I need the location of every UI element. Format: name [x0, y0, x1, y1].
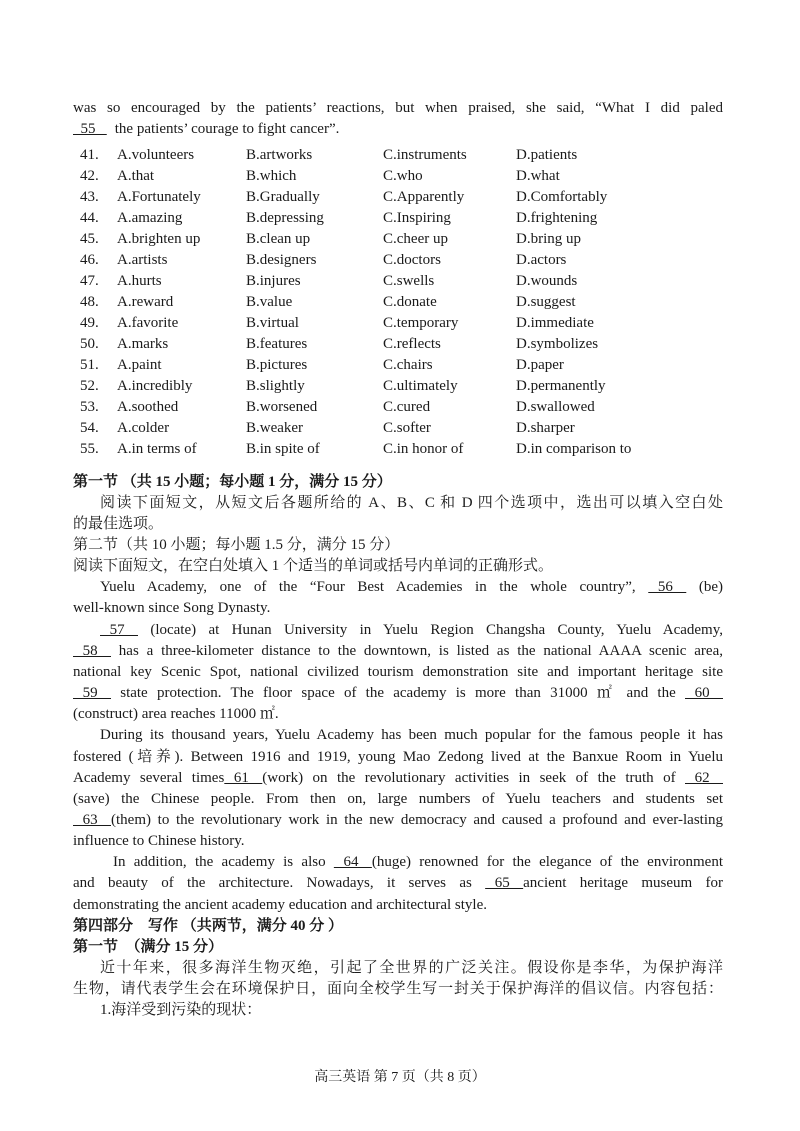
- text-segment: state protection. The floor space of the academy is more than 31000 ㎡ and the: [111, 685, 685, 702]
- question-number: 44.: [80, 209, 99, 226]
- option-row: [80, 271, 720, 292]
- text-segment: (huge) renowned for the elegance of the environment: [371, 854, 723, 871]
- option-d: D.symbolizes: [516, 335, 599, 352]
- text-line: [73, 916, 723, 937]
- option-a: A.artists: [117, 251, 168, 268]
- question-number: 47.: [80, 272, 99, 289]
- answer-blank: 62: [685, 769, 723, 786]
- text-segment: has a three-kilometer distance to the downtown, is listed as the national AAAA scenic area,: [111, 642, 723, 659]
- answer-blank: 55: [73, 120, 107, 137]
- text-segment: (them) to the revolutionary work in the new democracy and caused a profound and ever-lasting: [111, 812, 723, 828]
- option-d: D.what: [516, 167, 560, 184]
- option-b: B.injures: [246, 272, 301, 289]
- text-segment: (construct) area reaches 11000 ㎡.: [73, 706, 279, 723]
- option-d: D.frightening: [516, 209, 598, 226]
- option-a: A.soothed: [117, 398, 179, 415]
- answer-blank: 64: [333, 854, 372, 871]
- text-line: [73, 895, 723, 916]
- option-row: [80, 439, 720, 460]
- option-b: B.which: [246, 167, 297, 184]
- option-d: D.suggest: [516, 293, 576, 310]
- answer-blank: 57: [100, 621, 138, 638]
- text-line: [73, 641, 723, 662]
- option-d: D.patients: [516, 146, 578, 163]
- option-row: [80, 229, 720, 250]
- option-row: [80, 292, 720, 313]
- option-row: [80, 397, 720, 418]
- option-row: [80, 313, 720, 334]
- text-line: [73, 852, 723, 873]
- text-segment: 第一节 （共 15 小题；每小题 1 分，满分 15 分）: [73, 473, 392, 490]
- text-segment: 第一节 （满分 15 分）: [73, 938, 224, 955]
- text-line: [73, 979, 723, 1000]
- text-line: [73, 556, 723, 577]
- answer-blank: 63: [73, 812, 111, 828]
- option-c: C.temporary: [383, 314, 459, 331]
- option-d: D.swallowed: [516, 398, 595, 415]
- option-a: A.brighten up: [117, 230, 201, 247]
- text-segment: and beauty of the architecture. Nowadays, it serves as: [73, 875, 486, 892]
- option-c: C.ultimately: [383, 377, 458, 394]
- option-c: C.who: [383, 167, 423, 184]
- text-segment: the patients’ courage to fight cancer”.: [111, 120, 340, 137]
- question-number: 45.: [80, 230, 99, 247]
- option-d: D.actors: [516, 251, 567, 268]
- question-number: 54.: [80, 419, 99, 436]
- question-number: 48.: [80, 293, 99, 310]
- question-number: 55.: [80, 440, 99, 457]
- text-segment: 阅读下面短文，在空白处填入 1 个适当的单词或括号内单词的正确形式。: [73, 558, 554, 575]
- option-d: D.immediate: [516, 314, 594, 331]
- option-a: A.amazing: [117, 209, 183, 226]
- option-c: C.cheer up: [383, 230, 448, 247]
- option-c: C.cured: [383, 398, 431, 415]
- option-c: C.swells: [383, 272, 435, 289]
- option-d: D.bring up: [516, 230, 581, 247]
- question-number: 42.: [80, 167, 99, 184]
- text-segment: 第四部分 写作 （共两节，满分 40 分 ）: [73, 917, 344, 934]
- text-line: [73, 493, 723, 514]
- option-c: C.instruments: [383, 146, 467, 163]
- question-number: 53.: [80, 398, 99, 415]
- text-line: [73, 831, 723, 852]
- text-line: [73, 119, 723, 140]
- text-segment: 近十年来，很多海洋生物灭绝，引起了全世界的广泛关注。假设你是李华，为保护海洋: [100, 960, 723, 977]
- text-line: [73, 937, 723, 958]
- option-d: D.Comfortably: [516, 188, 608, 205]
- text-line: [73, 768, 723, 789]
- answer-blank: 61: [224, 769, 263, 786]
- option-d: D.in comparison to: [516, 440, 632, 457]
- text-line: [73, 514, 723, 535]
- text-segment: (locate) at Hunan University in Yuelu Region Changsha County, Yuelu Academy,: [138, 621, 723, 638]
- option-row: [80, 187, 720, 208]
- option-b: B.pictures: [246, 356, 308, 373]
- option-c: C.donate: [383, 293, 437, 310]
- text-line: [73, 789, 723, 810]
- text-segment: ancient heritage museum for: [523, 875, 723, 892]
- text-line: [73, 577, 723, 598]
- text-segment: national key Scenic Spot, national civilized tourism demonstration site and important heritage site: [73, 663, 723, 680]
- text-line: [73, 958, 723, 979]
- text-segment: influence to Chinese history.: [73, 833, 245, 850]
- option-a: A.incredibly: [117, 377, 193, 394]
- option-a: A.reward: [117, 293, 174, 310]
- option-b: B.weaker: [246, 419, 304, 436]
- question-number: 49.: [80, 314, 99, 331]
- text-line: [73, 535, 723, 556]
- text-line: [73, 873, 723, 894]
- option-d: D.sharper: [516, 419, 575, 436]
- text-line: [73, 620, 723, 641]
- option-b: B.clean up: [246, 230, 311, 247]
- text-segment: 阅读下面短文，从短文后各题所给的 A、B、C 和 D 四个选项中，选出可以填入空白处: [100, 494, 723, 511]
- text-segment: 第二节（共 10 小题；每小题 1.5 分，满分 15 分）: [73, 536, 400, 553]
- option-row: [80, 376, 720, 397]
- option-c: C.in honor of: [383, 440, 464, 457]
- text-segment: Yuelu Academy, one of the “Four Best Academies in the whole country”,: [100, 579, 649, 596]
- question-number: 52.: [80, 377, 99, 394]
- text-segment: (work) on the revolutionary activities in seek of the truth of: [262, 769, 685, 786]
- option-a: A.marks: [117, 335, 169, 352]
- option-a: A.in terms of: [117, 440, 197, 457]
- option-b: B.features: [246, 335, 308, 352]
- text-segment: well-known since Song Dynasty.: [73, 600, 271, 617]
- text-line: [73, 472, 723, 493]
- option-a: A.that: [117, 167, 155, 184]
- text-segment: 1.海洋受到污染的现状：: [100, 1002, 262, 1019]
- question-number: 43.: [80, 188, 99, 205]
- option-row: [80, 145, 720, 166]
- option-a: A.favorite: [117, 314, 179, 331]
- option-a: A.paint: [117, 356, 162, 373]
- text-line: [73, 1000, 723, 1021]
- option-b: B.artworks: [246, 146, 313, 163]
- answer-blank: 65: [485, 875, 524, 892]
- option-row: [80, 250, 720, 271]
- option-b: B.virtual: [246, 314, 299, 331]
- option-c: C.reflects: [383, 335, 441, 352]
- answer-blank: 59: [73, 685, 111, 702]
- option-d: D.paper: [516, 356, 564, 373]
- text-segment: fostered (培养). Between 1916 and 1919, young Mao Zedong lived at the Banxue Room in Yuelu: [73, 748, 723, 765]
- question-number: 50.: [80, 335, 99, 352]
- option-c: C.softer: [383, 419, 431, 436]
- text-line: [73, 683, 723, 704]
- exam-body: [73, 472, 723, 1022]
- option-b: B.designers: [246, 251, 317, 268]
- option-b: B.Gradually: [246, 188, 320, 205]
- option-d: D.wounds: [516, 272, 578, 289]
- text-segment: (be): [686, 579, 723, 596]
- question-number: 51.: [80, 356, 99, 373]
- question-number: 41.: [80, 146, 99, 163]
- text-segment: 生物，请代表学生会在环境保护日，面向全校学生写一封关于保护海洋的倡议信。内容包括：: [73, 981, 723, 998]
- option-row: [80, 418, 720, 439]
- option-b: B.value: [246, 293, 293, 310]
- option-b: B.in spite of: [246, 440, 320, 457]
- option-row: [80, 208, 720, 229]
- text-segment: (save) the Chinese people. From then on, large numbers of Yuelu teachers and students set: [73, 790, 723, 807]
- option-a: A.volunteers: [117, 146, 195, 163]
- passage-ending: [73, 98, 723, 140]
- text-segment: was so encouraged by the patients’ reactions, but when praised, she said, “What I did paled: [73, 99, 723, 116]
- text-line: [73, 598, 723, 619]
- options-table: [80, 145, 720, 460]
- option-c: C.Apparently: [383, 188, 465, 205]
- answer-blank: 60: [685, 685, 723, 702]
- text-line: [73, 662, 723, 683]
- option-c: C.chairs: [383, 356, 433, 373]
- option-b: B.depressing: [246, 209, 324, 226]
- text-line: [73, 747, 723, 768]
- option-b: B.slightly: [246, 377, 305, 394]
- answer-blank: 56: [648, 579, 687, 596]
- option-d: D.permanently: [516, 377, 606, 394]
- option-row: [80, 166, 720, 187]
- option-row: [80, 355, 720, 376]
- text-line: [73, 725, 723, 746]
- text-segment: 的最佳选项。: [73, 515, 164, 532]
- text-line: [73, 98, 723, 119]
- text-segment: During its thousand years, Yuelu Academy has been much popular for the famous people it has: [100, 727, 723, 744]
- text-segment: In addition, the academy is also: [113, 854, 334, 871]
- text-segment: Academy several times: [73, 769, 225, 786]
- option-b: B.worsened: [246, 398, 318, 415]
- question-number: 46.: [80, 251, 99, 268]
- option-a: A.Fortunately: [117, 188, 201, 205]
- option-a: A.colder: [117, 419, 170, 436]
- option-c: C.Inspiring: [383, 209, 451, 226]
- option-c: C.doctors: [383, 251, 441, 268]
- page-footer: 高三英语 第 7 页（共 8 页）: [314, 1070, 486, 1085]
- text-segment: demonstrating the ancient academy education and architectural style.: [73, 896, 487, 913]
- text-line: [73, 704, 723, 725]
- option-a: A.hurts: [117, 272, 162, 289]
- text-line: [73, 810, 723, 831]
- answer-blank: 58: [73, 642, 111, 659]
- option-row: [80, 334, 720, 355]
